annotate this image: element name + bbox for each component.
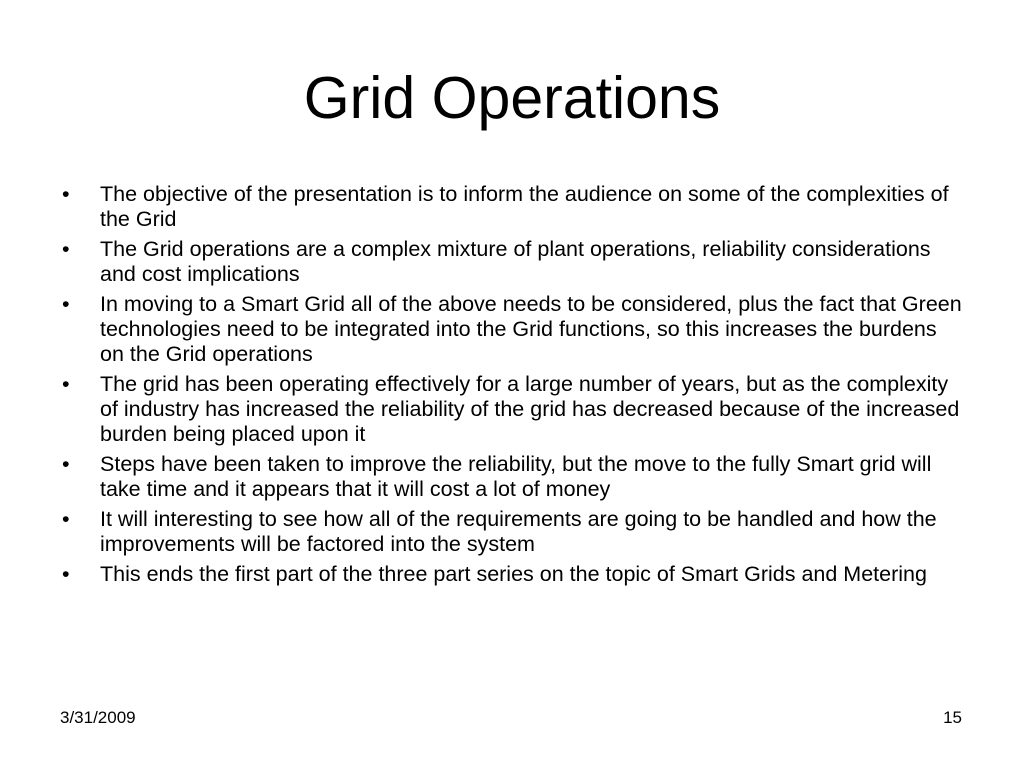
slide-title: Grid Operations <box>303 65 721 131</box>
bullet-text: In moving to a Smart Grid all of the above needs to be considered, plus the fact that Green technologies need to be integrated into the Grid functions, so this increases the burdens on the Grid operations <box>100 292 962 366</box>
bullet-icon: • <box>62 182 70 206</box>
bullet-text: The objective of the presentation is to inform the audience on some of the complexities of the Grid <box>100 182 949 231</box>
bullet-icon: • <box>62 452 70 476</box>
bullet-text: It will interesting to see how all of the requirements are going to be handled and how the improvements will be factored into the system <box>100 507 937 556</box>
bullet-icon: • <box>62 507 70 531</box>
bullet-text: Steps have been taken to improve the reliability, but the move to the fully Smart grid will take time and it appears that it will cost a lot of money <box>100 452 932 501</box>
bullet-icon: • <box>62 237 70 261</box>
bullet-item <box>62 292 962 367</box>
bullet-icon: • <box>62 292 70 316</box>
footer-date: 3/31/2009 <box>60 708 136 727</box>
bullet-item <box>62 507 962 557</box>
bullet-text: This ends the first part of the three part series on the topic of Smart Grids and Metering <box>100 562 927 586</box>
bullet-text: The Grid operations are a complex mixture of plant operations, reliability considerations and cost implications <box>100 237 931 286</box>
bullet-item <box>62 562 962 587</box>
bullet-item <box>62 372 962 447</box>
bullet-item <box>62 237 962 287</box>
slide-number: 15 <box>943 708 962 727</box>
bullet-text: The grid has been operating effectively for a large number of years, but as the complexity of industry has increased the reliability of the grid has decreased because of the increased burden being placed upon it <box>100 372 960 446</box>
bullet-icon: • <box>62 372 70 396</box>
bullet-list <box>62 182 962 592</box>
bullet-item <box>62 182 962 232</box>
bullet-icon: • <box>62 562 70 586</box>
bullet-item <box>62 452 962 502</box>
